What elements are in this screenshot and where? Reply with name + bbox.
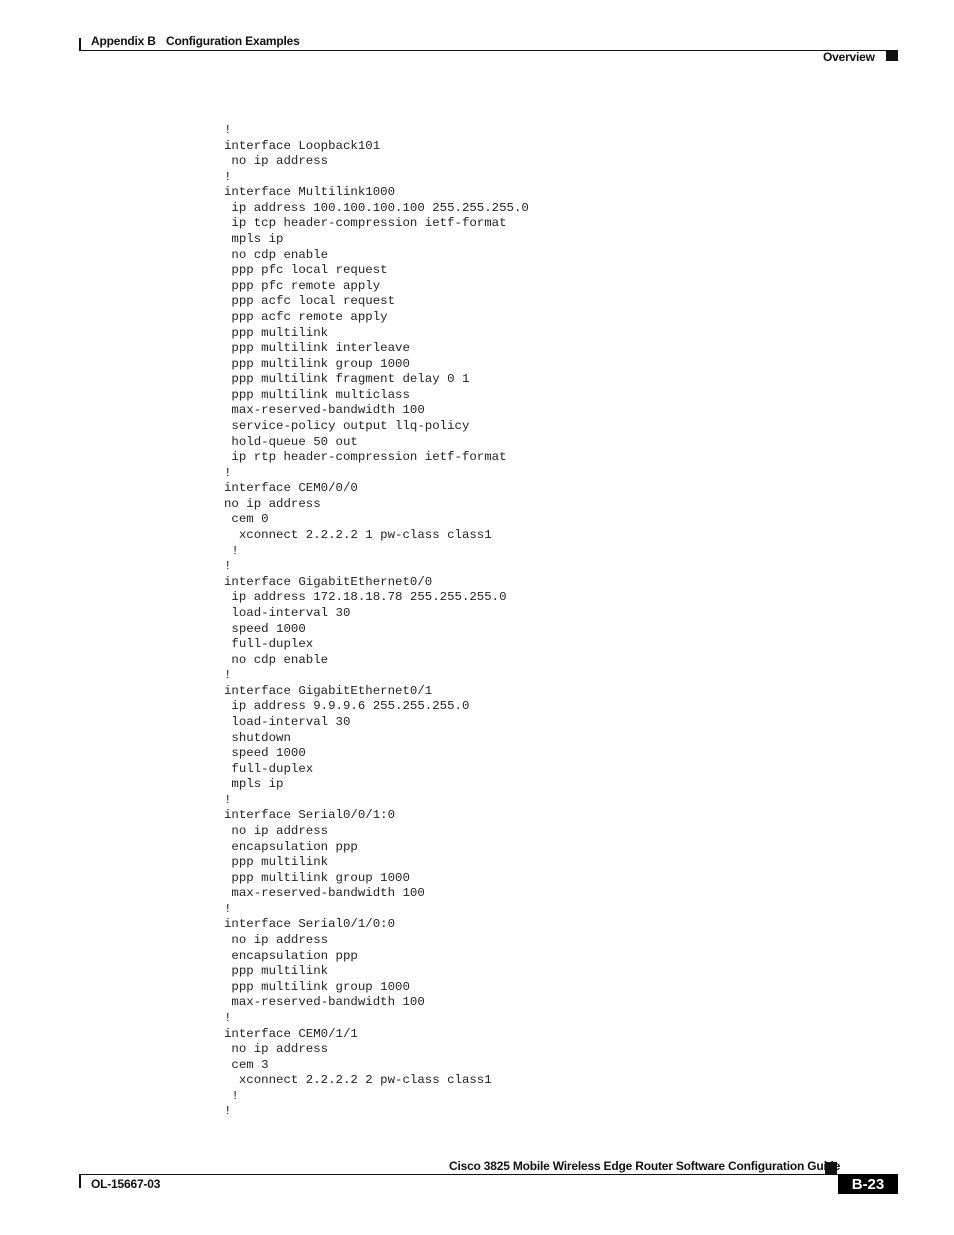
code-line: ppp multilink	[224, 964, 329, 979]
code-line: hold-queue 50 out	[224, 434, 358, 449]
header-appendix: Appendix B	[91, 34, 156, 48]
header-section-block	[886, 50, 898, 61]
code-line: !	[224, 543, 239, 558]
code-line: ppp multilink	[224, 855, 329, 870]
code-line: !	[224, 1088, 239, 1103]
code-line: ppp pfc remote apply	[224, 278, 381, 293]
code-line: max-reserved-bandwidth 100	[224, 886, 425, 901]
code-line: ip tcp header-compression ietf-format	[224, 216, 507, 231]
code-line: interface Loopback101	[224, 138, 381, 153]
code-line: speed 1000	[224, 621, 306, 636]
code-line: ppp acfc remote apply	[224, 309, 388, 324]
code-line: interface Serial0/0/1:0	[224, 808, 396, 823]
code-line: encapsulation ppp	[224, 839, 358, 854]
code-line: xconnect 2.2.2.2 1 pw-class class1	[224, 528, 492, 543]
code-line: ppp acfc local request	[224, 294, 396, 309]
code-line: no cdp enable	[224, 652, 329, 667]
header-chapter: Configuration Examples	[166, 34, 300, 48]
code-line: !	[224, 1010, 232, 1025]
page-number: B-23	[838, 1174, 898, 1194]
code-line: interface Serial0/1/0:0	[224, 917, 396, 932]
header-section: Overview	[823, 50, 875, 64]
code-line: ppp multilink fragment delay 0 1	[224, 372, 470, 387]
code-line: service-policy output llq-policy	[224, 418, 470, 433]
code-line: ppp multilink multiclass	[224, 387, 410, 402]
code-line: interface CEM0/1/1	[224, 1026, 358, 1041]
code-line: ppp multilink group 1000	[224, 870, 410, 885]
code-line: xconnect 2.2.2.2 2 pw-class class1	[224, 1073, 492, 1088]
code-line: ppp multilink group 1000	[224, 356, 410, 371]
code-line: ip address 100.100.100.100 255.255.255.0	[224, 200, 529, 215]
code-line: interface CEM0/0/0	[224, 481, 358, 496]
footer-doc-number: OL-15667-03	[91, 1177, 161, 1191]
code-line: no ip address	[224, 933, 329, 948]
code-line: cem 0	[224, 512, 269, 527]
code-line: !	[224, 169, 232, 184]
code-line: no ip address	[224, 496, 321, 511]
code-line: no ip address	[224, 1042, 329, 1057]
code-line: ppp multilink interleave	[224, 341, 410, 356]
code-line: ppp multilink group 1000	[224, 979, 410, 994]
code-line: !	[224, 1104, 232, 1119]
code-line: shutdown	[224, 730, 291, 745]
code-line: no ip address	[224, 824, 329, 839]
config-code-block	[224, 123, 529, 1120]
code-line: ip address 9.9.9.6 255.255.255.0	[224, 699, 470, 714]
footer-guide-title: Cisco 3825 Mobile Wireless Edge Router Software Configuration Guide	[449, 1159, 841, 1173]
code-line: ip rtp header-compression ietf-format	[224, 450, 507, 465]
code-line: encapsulation ppp	[224, 948, 358, 963]
footer-rule	[79, 1174, 898, 1175]
header-rule	[79, 50, 898, 51]
code-line: mpls ip	[224, 777, 284, 792]
code-line: no cdp enable	[224, 247, 329, 262]
code-line: interface GigabitEthernet0/0	[224, 574, 433, 589]
footer-left-bar	[79, 1174, 81, 1188]
code-line: no ip address	[224, 154, 329, 169]
code-line: !	[224, 792, 232, 807]
code-line: !	[224, 901, 232, 916]
code-line: load-interval 30	[224, 714, 351, 729]
code-line: !	[224, 559, 232, 574]
code-line: mpls ip	[224, 232, 284, 247]
code-line: full-duplex	[224, 637, 314, 652]
code-line: full-duplex	[224, 761, 314, 776]
code-line: !	[224, 123, 232, 137]
code-line: speed 1000	[224, 746, 306, 761]
code-line: ppp pfc local request	[224, 263, 388, 278]
code-line: ppp multilink	[224, 325, 329, 340]
code-line: !	[224, 465, 232, 480]
code-line: ip address 172.18.18.78 255.255.255.0	[224, 590, 507, 605]
code-line: max-reserved-bandwidth 100	[224, 995, 425, 1010]
code-line: load-interval 30	[224, 605, 351, 620]
code-line: interface Multilink1000	[224, 185, 396, 200]
code-line: !	[224, 668, 232, 683]
code-line: max-reserved-bandwidth 100	[224, 403, 425, 418]
code-line: cem 3	[224, 1057, 269, 1072]
code-line: interface GigabitEthernet0/1	[224, 683, 433, 698]
